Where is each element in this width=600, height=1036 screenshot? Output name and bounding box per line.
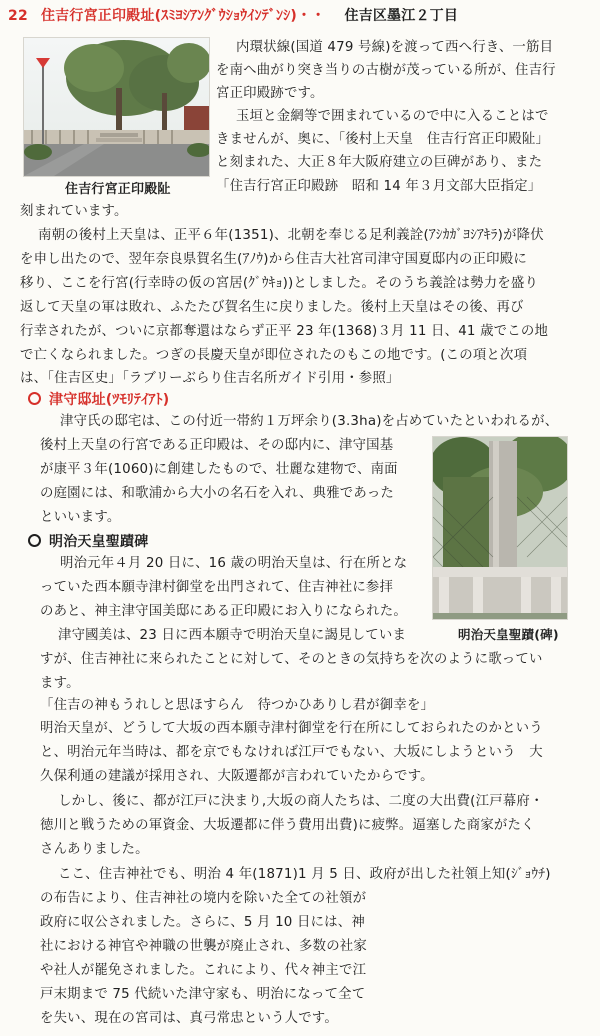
meiji-line-17: 社における神官や神職の世襲が廃止され、多数の社家 (40, 939, 367, 954)
intro-line-5: きませんが、奥に、「後村上天皇 住吉行宮正印殿阯」 (216, 132, 550, 147)
meiji-line-2: っていた西本願寺津村御堂を出門されて、住吉神社に参拝 (40, 580, 394, 595)
meiji-line-3: のあと、神主津守国美邸にある正印殿にお入りになられた。 (40, 604, 407, 619)
section-meiji-heading (28, 534, 148, 549)
meiji-line-9: と、明治元年当時は、都を京でもなければ江戸でもない、大坂にしようという 大 (40, 745, 543, 760)
circle-bullet-icon (28, 534, 41, 547)
intro-line-4: 玉垣と金網等で囲まれているので中に入ることはで (236, 109, 549, 124)
meiji-line-6: ます。 (40, 676, 80, 691)
section-tsumori-heading (28, 392, 169, 407)
section-meiji-title: 明治天皇聖蹟碑 (49, 534, 149, 550)
tsumori-line-1: 津守氏の邸宅は、この付近一帯約１万坪余り(3.3ha)を占めていたといわれるが、 (60, 414, 559, 429)
monument-image (433, 437, 567, 619)
article-title: 住吉行宮正印殿址(ｽﾐﾖｼｱﾝｸﾞｳｼｮｳｲﾝﾃﾞﾝｼ)・・ (40, 8, 326, 24)
shrine-site-image (24, 38, 209, 176)
intro-line-2: を南へ曲がり突き当りの古樹が茂っている所が、住吉行 (216, 63, 556, 78)
meiji-line-20: を失い、現在の宮司は、真弓常忠という人です。 (40, 1011, 338, 1026)
photo-shrine-site (23, 37, 210, 177)
tsumori-line-4: の庭園には、和歌浦から大小の名石を入れ、典雅であった (40, 486, 395, 501)
body-line-4: 移り、ここを行宮(行幸時の仮の宮居(ｸﾞｳｷｮ))としました。そのうち義詮は勢力を盛り (20, 276, 539, 291)
body-line-7: で亡くなられました。つぎの長慶天皇が即位されたのもこの地です。(この項と次項 (20, 348, 528, 363)
article-address: 住吉区墨江２丁目 (344, 8, 459, 24)
intro-line-3: 宮正印殿跡です。 (216, 86, 324, 101)
body-line-8: は、「住吉区史」「ラブリーぶらり住吉名所ガイド引用・参照」 (20, 371, 400, 386)
photo-monument-caption: 明治天皇聖蹟(碑) (458, 627, 559, 642)
meiji-poem: 「住吉の神もうれしと思ほすらん 待つかひありし君が御幸を」 (40, 698, 435, 713)
body-line-6: 行幸されたが、ついに京都奪還はならず正平 23 年(1368)３月 11 日、41 歳でこの地 (20, 324, 549, 339)
meiji-line-14: ここ、住吉神社でも、明治 4 年(1871)1 月 5 日、政府が出した社領上知(ｼﾞｮｳﾁ) (58, 867, 551, 882)
body-line-1: 刻まれています。 (20, 204, 128, 219)
body-line-2: 南朝の後村上天皇は、正平６年(1351)、北朝を奉じる足利義詮(ｱｼｶｶﾞﾖｼｱｷﾗ)が降伏 (38, 228, 544, 243)
body-line-5: 返して天皇の軍は敗れ、ふたたび賀名生に戻りました。後村上天皇はその後、再び (20, 300, 524, 315)
photo-shrine-caption: 住吉行宮正印殿阯 (65, 182, 171, 197)
meiji-line-1: 明治元年４月 20 日に、16 歳の明治天皇は、行在所とな (60, 556, 408, 571)
meiji-line-10: 久保利通の建議が採用され、大阪遷都が言われていたからです。 (40, 769, 434, 784)
body-line-3: を申し出たので、翌年奈良県賀名生(ｱﾉｳ)から住吉大社宮司津守国夏邸内の正印殿に (20, 252, 527, 267)
meiji-line-5: すが、住吉神社に来られたことに対して、そのときの気持ちを次のように歌ってい (40, 652, 543, 667)
meiji-line-15: の布告により、住吉神社の境内を除いた全ての社領が (40, 891, 367, 906)
tsumori-line-3: が康平３年(1060)に創建したもので、壮麗な建物で、南面 (40, 462, 398, 477)
meiji-line-12: 徳川と戦うための軍資金、大坂遷都に伴う費用出費)に疲弊。逼塞した商家がたく (40, 818, 535, 833)
circle-bullet-icon (28, 392, 41, 405)
meiji-line-19: 戸末期まで 75 代続いた津守家も、明治になって全て (40, 987, 366, 1002)
meiji-line-16: 政府に収公されました。さらに、5 月 10 日には、神 (40, 915, 365, 930)
tsumori-line-2: 後村上天皇の行宮である正印殿は、その邸内に、津守国基 (40, 438, 394, 453)
meiji-line-4: 津守國美は、23 日に西本願寺で明治天皇に謁見していま (58, 628, 407, 643)
section-tsumori-title: 津守邸址(ﾂﾓﾘﾃｲｱﾄ) (49, 392, 170, 408)
meiji-line-11: しかし、後に、都が江戸に決まり,大坂の商人たちは、二度の大出費(江戸幕府・ (58, 794, 544, 809)
meiji-line-8: 明治天皇が、どうして大坂の西本願寺津村御堂を行在所にしておられたのかという (40, 721, 543, 736)
intro-line-6: と刻まれた、大正８年大阪府建立の巨碑があり、また (216, 155, 543, 170)
article-header (8, 9, 458, 23)
photo-monument (432, 436, 568, 620)
article-number: 22 (8, 8, 28, 24)
meiji-line-18: や社人が罷免されました。これにより、代々神主で江 (40, 963, 367, 978)
meiji-line-13: さんありました。 (40, 842, 149, 857)
intro-line-7: 「住吉行宮正印殿跡 昭和 14 年３月文部大臣指定」 (216, 179, 542, 194)
intro-line-1: 内環状線(国道 479 号線)を渡って西へ行き、一筋目 (236, 40, 554, 55)
tsumori-line-5: といいます。 (40, 510, 121, 525)
